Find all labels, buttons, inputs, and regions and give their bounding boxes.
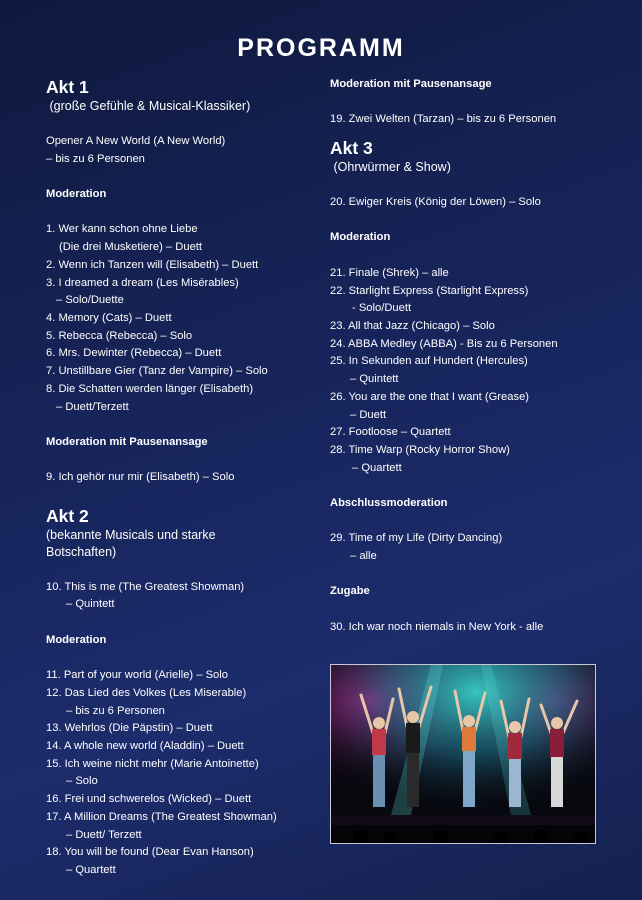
list-item: 16. Frei und schwerelos (Wicked) – Duett [46, 793, 252, 806]
akt3-subtitle [330, 159, 622, 176]
akt3-list [330, 265, 622, 477]
list-item: 5. Rebecca (Rebecca) – Solo [46, 329, 193, 342]
list-item: 14. A whole new world (Aladdin) – Duett [46, 739, 244, 752]
list-item-cont: – Solo/Duette [56, 294, 124, 307]
moderation-heading-2: Moderation [46, 633, 107, 646]
moderation-pause-heading-right: Moderation mit Pausenansage [330, 78, 492, 90]
item-10 [46, 579, 314, 614]
list-item: 1. Wer kann schon ohne Liebe [46, 223, 198, 236]
akt3-subtitle-text: (Ohrwürmer & Show) [333, 160, 451, 175]
list-item: 8. Die Schatten werden länger (Elisabeth) [46, 382, 254, 395]
list-item-cont: – Duett/Terzett [56, 400, 129, 413]
list-item: 3. I dreamed a dream (Les Misérables) [46, 276, 239, 289]
list-item-cont: – Quintett [350, 373, 399, 386]
akt1-list [46, 221, 314, 416]
list-item: 28. Time Warp (Rocky Horror Show) [330, 443, 510, 456]
opener-line1: Opener A New World (A New World) [46, 135, 226, 147]
list-item: 10. This is me (The Greatest Showman) [46, 580, 245, 593]
list-item: 2. Wenn ich Tanzen will (Elisabeth) – Duett [46, 258, 259, 271]
list-item-cont: – Quartett [66, 863, 116, 876]
list-item: 23. All that Jazz (Chicago) – Solo [330, 319, 495, 332]
abschluss-heading: Abschlussmoderation [330, 497, 448, 509]
list-item: 21. Finale (Shrek) – alle [330, 266, 449, 279]
list-item: 4. Memory (Cats) – Duett [46, 312, 172, 324]
list-item-cont: – Quintett [66, 598, 115, 611]
akt1-subtitle-text: (große Gefühle & Musical-Klassiker) [49, 99, 251, 113]
item-19: 19. Zwei Welten (Tarzan) – bis zu 6 Personen [330, 113, 557, 126]
moderation-pause-heading: Moderation mit Pausenansage [46, 435, 208, 448]
akt1-subtitle [46, 98, 314, 115]
list-item: 15. Ich weine nicht mehr (Marie Antoinette) [46, 757, 259, 770]
akt1-heading: Akt 1 [46, 77, 89, 97]
list-item: 29. Time of my Life (Dirty Dancing) [330, 532, 503, 545]
list-item-cont: – Duett [350, 408, 387, 421]
list-item-cont: – alle [350, 550, 377, 563]
page-title: PROGRAMM [237, 34, 405, 62]
list-item: 24. ABBA Medley (ABBA) - Bis zu 6 Personen [330, 337, 558, 350]
opener [46, 133, 314, 168]
akt3-heading: Akt 3 [330, 138, 373, 159]
zugabe-heading: Zugabe [330, 585, 370, 598]
list-item-cont: – Quartett [352, 461, 402, 474]
list-item: 22. Starlight Express (Starlight Express) [330, 284, 529, 297]
right-column [330, 76, 622, 654]
left-column [46, 76, 314, 880]
list-item: 25. In Sekunden auf Hundert (Hercules) [330, 355, 528, 368]
list-item: 26. You are the one that I want (Grease) [330, 390, 530, 403]
akt2-subtitle-l2: Botschaften) [46, 544, 117, 559]
list-item: 7. Unstillbare Gier (Tanz der Vampire) – Solo [46, 365, 268, 378]
opener-line2: – bis zu 6 Personen [46, 152, 145, 165]
list-item-cont: – Solo [66, 775, 98, 788]
list-item-cont: (Die drei Musketiere) – Duett [59, 241, 203, 254]
akt2-subtitle [46, 527, 314, 561]
list-item: 13. Wehrlos (Die Päpstin) – Duett [46, 722, 213, 735]
stage-photo [330, 664, 596, 844]
list-item-cont: - Solo/Duett [352, 302, 412, 315]
list-item: 11. Part of your world (Arielle) – Solo [46, 669, 228, 682]
list-item: 6. Mrs. Dewinter (Rebecca) – Duett [46, 347, 222, 360]
moderation-heading-right: Moderation [330, 231, 391, 244]
list-item: 18. You will be found (Dear Evan Hanson) [46, 846, 254, 859]
akt2-heading: Akt 2 [46, 505, 89, 526]
list-item: 12. Das Lied des Volkes (Les Miserable) [46, 686, 247, 699]
akt2-subtitle-l1: (bekannte Musicals und starke [46, 527, 216, 542]
list-item: 27. Footloose – Quartett [330, 426, 451, 439]
list-item: 17. A Million Dreams (The Greatest Showman) [46, 810, 277, 823]
list-item-cont: – Duett/ Terzett [66, 828, 142, 841]
list-item-cont: – bis zu 6 Personen [66, 704, 165, 717]
item-29 [330, 530, 622, 565]
item-30: 30. Ich war noch niemals in New York - alle [330, 620, 544, 633]
item-9: 9. Ich gehör nur mir (Elisabeth) – Solo [46, 471, 235, 484]
akt2-list [46, 667, 314, 879]
moderation-heading: Moderation [46, 188, 107, 201]
stage-photo-illustration [331, 665, 595, 843]
item-20: 20. Ewiger Kreis (König der Löwen) – Solo [330, 196, 541, 209]
